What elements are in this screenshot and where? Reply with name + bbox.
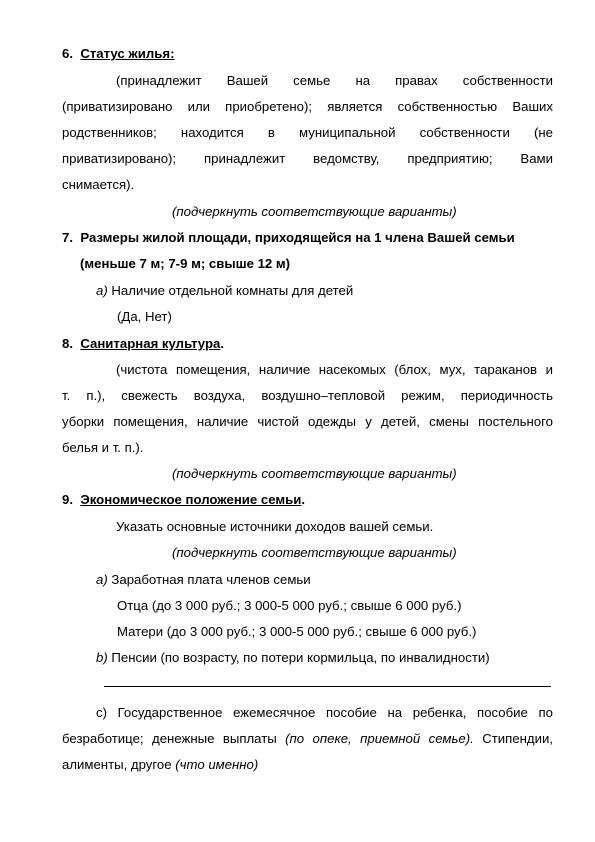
section-6-line-2: (приватизировано или приобретено); является собственностью Ваших [62,99,553,114]
section-8-number: 8. [62,336,73,351]
section-8-line-3: уборки помещения, наличие чистой одежды у детей, смены постельного [62,414,553,429]
section-9-item-a [96,572,311,588]
section-7-heading-line-2: (меньше 7 м; 7-9 м; свыше 12 м) [80,256,291,271]
section-9-number: 9. [62,492,73,507]
answer-line [104,686,551,687]
section-8-line-1: (чистота помещения, наличие насекомых (блох, мух, тараканов и [116,362,553,377]
section-9-item-c-line-1: с) Государственное ежемесячное пособие на ребенка, пособие по [96,705,553,720]
section-9-father-income: Отца (до 3 000 руб.; 3 000-5 000 руб.; свыше 6 000 руб.) [117,598,462,613]
section-9-item-c-line-3 [62,757,258,773]
section-8-heading [62,336,224,352]
section-9-item-b-letter: b) [96,650,108,665]
section-9-title: Экономическое положение семьи [80,492,302,507]
section-9-title-dot: . [301,492,306,507]
section-8-title: Санитарная культура [80,336,221,351]
section-9-item-a-text: Заработная плата членов семьи [111,572,311,587]
section-7-title: Размеры жилой площади, приходящейся на 1 члена Вашей семьи [80,230,515,245]
section-9-item-a-letter: а) [96,572,108,587]
section-7-number: 7. [62,230,73,245]
section-9-item-c-italic: (по опеке, приемной семье). [285,731,474,746]
section-7-item-a-text: Наличие отдельной комнаты для детей [111,283,354,298]
section-7-heading [62,230,515,246]
section-6-line-3: родственников; находится в муниципальной собственности (не [62,125,553,140]
section-9-note: (подчеркнуть соответствующие варианты) [172,545,457,560]
section-6-number: 6. [62,46,73,61]
section-6-heading [62,46,174,62]
section-6-title: Статус жилья: [80,46,175,61]
section-9-item-c-text-b: Стипендии, [473,731,553,746]
section-8-line-4: белья и т. п.). [62,440,144,455]
section-8-line-2: т. п.), свежесть воздуха, воздушно–тепловой режим, периодичность [62,388,553,403]
section-9-instruction: Указать основные источники доходов вашей семьи. [116,519,434,534]
section-9-item-c-text-a: безработице; денежные выплаты [62,731,286,746]
section-9-item-c-text-c: алименты, другое [62,757,176,772]
section-7-item-a [96,283,353,299]
section-9-item-b-text: Пенсии (по возрасту, по потери кормильца, по инвалидности) [111,650,490,665]
section-9-heading [62,492,305,508]
section-9-mother-income: Матери (до 3 000 руб.; 3 000-5 000 руб.; свыше 6 000 руб.) [117,624,477,639]
section-9-item-c-line-2 [62,731,553,747]
section-6-line-5: снимается). [62,177,135,192]
section-6-line-4: приватизировано); принадлежит ведомству, предприятию; Вами [62,151,553,166]
section-6-note: (подчеркнуть соответствующие варианты) [172,204,457,219]
section-8-note: (подчеркнуть соответствующие варианты) [172,466,457,481]
section-8-title-dot: . [220,336,225,351]
section-7-item-a-letter: а) [96,283,108,298]
section-6-line-1: (принадлежит Вашей семье на правах собственности [116,73,553,88]
section-9-item-b [96,650,490,666]
section-7-item-a-options: (Да, Нет) [117,309,172,324]
section-9-item-c-what-exactly: (что именно) [175,757,259,772]
